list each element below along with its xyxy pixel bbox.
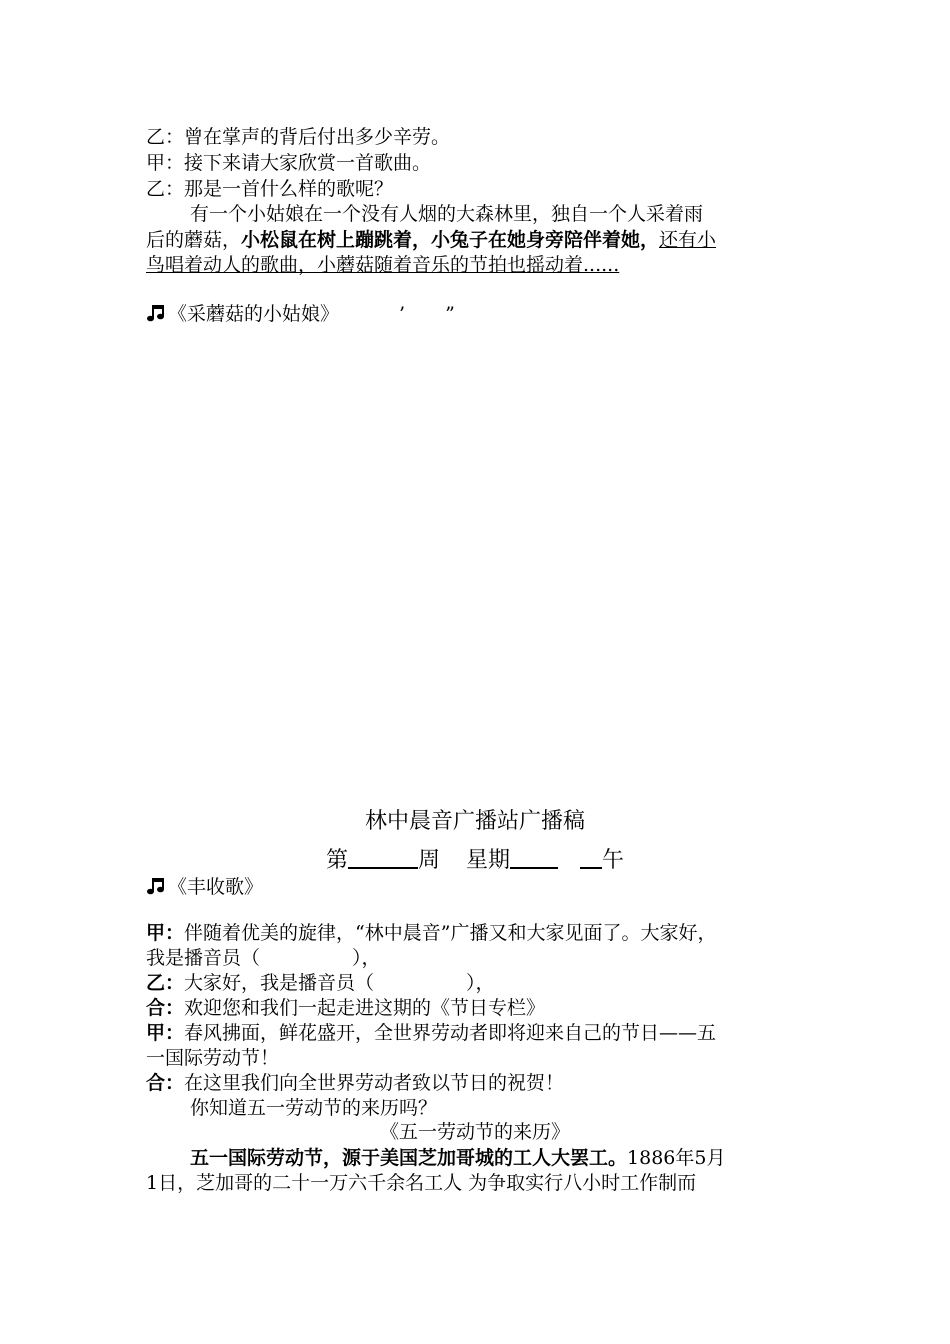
dialogue-text: 在这里我们向全世界劳动者致以节日的祝贺！	[184, 1072, 565, 1094]
dialogue-text: 大家好，我是播音员（	[184, 972, 375, 994]
speaker-label: 甲：	[146, 1022, 185, 1044]
dialogue-line	[146, 971, 495, 995]
quote-mark: ’	[399, 303, 406, 325]
dialogue-text: 伴随着优美的旋律，“林中晨音”广播又和大家见面了。大家好，	[184, 922, 717, 944]
dialogue-text: ），	[466, 972, 495, 994]
dialogue-line	[146, 996, 545, 1020]
dialogue-line: 乙：曾在掌声的背后付出多少辛劳。	[146, 126, 451, 148]
dialogue-line	[146, 921, 716, 945]
dialogue-text: 春风拂面，鲜花盛开，全世界劳动者即将迎来自己的节日——五	[184, 1022, 717, 1044]
dialogue-text: 欢迎您和我们一起走进这期的《节日专栏》	[184, 997, 546, 1019]
dialogue-line: 乙：那是一首什么样的歌呢？	[146, 178, 394, 200]
page-title: 林中晨音广播站广播稿	[364, 809, 585, 834]
dialogue-line	[146, 1071, 564, 1095]
dialogue-line	[146, 1021, 716, 1045]
plain-text: 1886年5月	[627, 1147, 726, 1169]
underlined-text: 还有小	[659, 229, 717, 251]
section-title: 《五一劳动节的来历》	[379, 1121, 570, 1143]
week-blank	[348, 847, 418, 869]
week-label: 周	[417, 848, 440, 873]
song-title: 《丰收歌》	[168, 876, 264, 898]
plain-text: 后的蘑菇，	[146, 229, 242, 251]
speaker-label: 合：	[146, 1072, 185, 1094]
paragraph-line: 有一个小姑娘在一个没有人烟的大森林里，独自一个人采着雨	[190, 203, 704, 225]
song-line	[146, 875, 263, 899]
noon-blank	[580, 847, 602, 869]
bold-text: 小松鼠在树上蹦跳着，小兔子在她身旁陪伴着她，	[241, 229, 660, 251]
music-note-icon	[146, 303, 166, 323]
dialogue-line: 甲：接下来请大家欣赏一首歌曲。	[146, 152, 432, 174]
noon-label: 午	[602, 848, 625, 873]
dialogue-text: ），	[352, 947, 381, 969]
paragraph-line: 鸟唱着动人的歌曲，小蘑菇随着音乐的节拍也摇动着......	[146, 254, 620, 276]
date-line	[0, 847, 950, 875]
speaker-label: 甲：	[146, 922, 185, 944]
dialogue-text: 我是播音员（	[146, 947, 261, 969]
quote-mark: ”	[445, 303, 455, 325]
paragraph-line	[146, 228, 716, 252]
day-blank	[510, 847, 558, 869]
music-note-icon	[146, 876, 166, 896]
dialogue-line	[146, 946, 381, 970]
paragraph-line: 1日，芝加哥的二十一万六千余名工人 为争取实行八小时工作制而	[146, 1172, 697, 1194]
paragraph-line	[190, 1146, 725, 1170]
dialogue-line: 你知道五一劳动节的来历吗？	[190, 1097, 438, 1119]
week-prefix: 第	[325, 848, 348, 873]
speaker-label: 合：	[146, 997, 185, 1019]
bold-text: 五一国际劳动节，源于美国芝加哥城的工人大罢工。	[190, 1147, 628, 1169]
speaker-label: 乙：	[146, 972, 185, 994]
song-line	[146, 302, 455, 326]
dialogue-line: 一国际劳动节！	[146, 1047, 280, 1069]
day-label: 星期	[466, 848, 511, 873]
song-title: 《采蘑菇的小姑娘》	[168, 303, 340, 325]
